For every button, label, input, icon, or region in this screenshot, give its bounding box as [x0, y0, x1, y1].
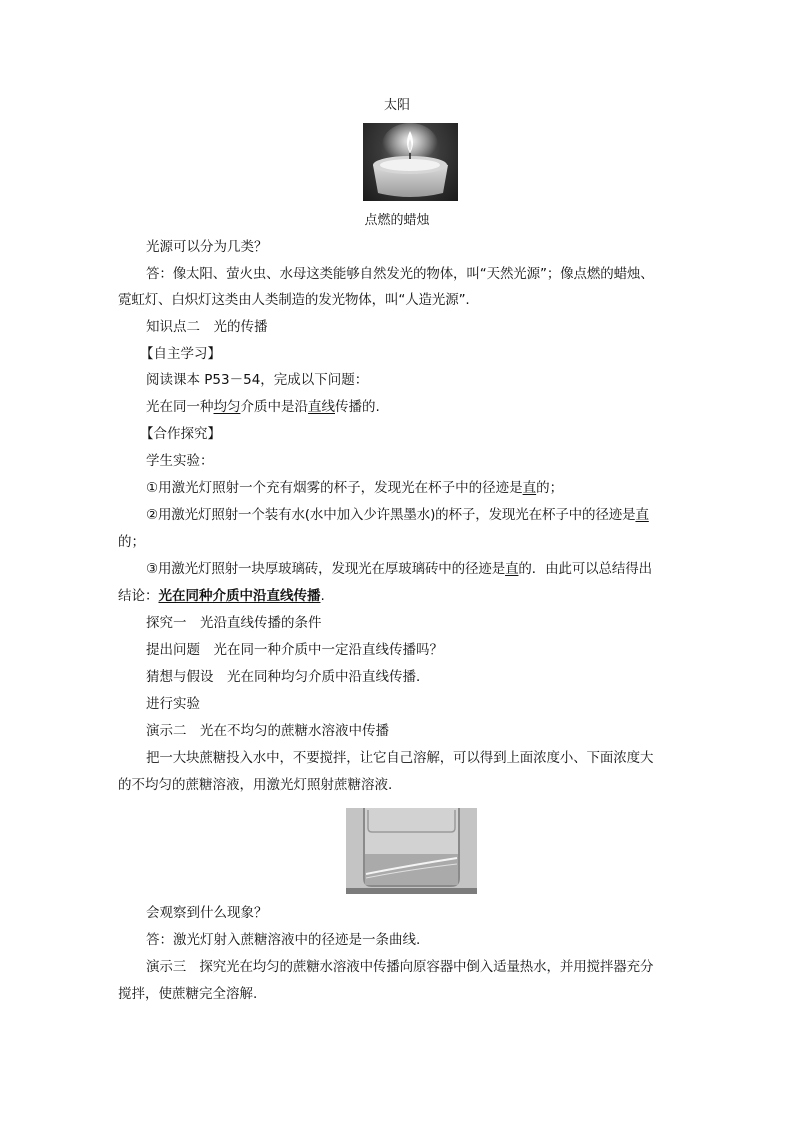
- demo-2-text-1: 把一大块蔗糖投入水中，不要搅拌，让它自己溶解，可以得到上面浓度小、下面浓度大: [146, 750, 654, 766]
- conclusion-label: 结论：: [118, 588, 159, 604]
- fill-in-statement: [146, 397, 678, 417]
- demo-2-title: 演示二 光在不均匀的蔗糖水溶液中传播: [146, 723, 389, 739]
- demo-3-text-1: 演示三 探究光在均匀的蔗糖水溶液中传播向原容器中倒入适量热水，并用搅拌器充分: [146, 959, 654, 975]
- sugar-solution-photo: [346, 808, 477, 894]
- candle-illustration: [363, 123, 458, 201]
- experiment-2: [146, 505, 678, 525]
- experiment-2-continued: 的；: [118, 534, 145, 550]
- fill-text-a: 光在同一种: [146, 399, 214, 415]
- experiment-1-tail: 的；: [536, 480, 564, 496]
- experiment-2-answer: 直: [635, 507, 649, 523]
- conduct-experiment: 进行实验: [146, 696, 200, 712]
- section-cooperative-inquiry: 【合作探究】: [140, 426, 221, 442]
- demo-3-text-2: 搅拌，使蔗糖完全溶解.: [118, 986, 258, 1002]
- conclusion-period: .: [320, 588, 325, 604]
- experiment-3: [146, 559, 678, 579]
- fill-answer-uniform: 均匀: [213, 399, 241, 415]
- hypothesis: 猜想与假设 光在同种均匀介质中沿直线传播．: [146, 669, 430, 685]
- section-self-study: 【自主学习】: [140, 346, 221, 362]
- tank-illustration: [346, 808, 477, 894]
- experiment-1: [146, 478, 678, 498]
- experiment-3-text: ③用激光灯照射一块厚玻璃砖，发现光在厚玻璃砖中的径迹是: [146, 561, 506, 577]
- inquiry-1-title: 探究一 光沿直线传播的条件: [146, 615, 322, 631]
- experiment-2-text: ②用激光灯照射一个装有水(水中加入少许黑墨水)的杯子，发现光在杯子中的径迹是: [146, 507, 636, 523]
- fill-text-e: 传播的.: [335, 399, 380, 415]
- answer-curve: 答：激光灯射入蔗糖溶液中的径迹是一条曲线.: [146, 932, 421, 948]
- demo-2-text-2: 的不均匀的蔗糖溶液，用激光灯照射蔗糖溶液.: [118, 777, 393, 793]
- reading-instruction: 阅读课本 P53－54，完成以下问题：: [146, 372, 369, 388]
- conclusion: [118, 586, 678, 606]
- experiment-1-text: ①用激光灯照射一个充有烟雾的杯子，发现光在杯子中的径迹是: [146, 480, 523, 496]
- raise-question: 提出问题 光在同一种介质中一定沿直线传播吗？: [146, 642, 443, 658]
- experiment-3-answer: 直: [505, 561, 519, 577]
- candle-photo: [363, 123, 458, 201]
- question-light-sources: 光源可以分为几类？: [146, 239, 268, 255]
- fill-answer-straight-line: 直线: [308, 399, 335, 415]
- experiment-1-answer: 直: [522, 480, 537, 496]
- answer-light-sources-1: 答：像太阳、萤火虫、水母这类能够自然发光的物体，叫“天然光源”；像点燃的蜡烛、: [146, 266, 654, 282]
- experiment-3-tail: 的．由此可以总结得出: [518, 561, 652, 577]
- fill-text-c: 介质中是沿: [240, 399, 308, 415]
- knowledge-point-2: 知识点二 光的传播: [146, 319, 268, 335]
- caption-candle: 点燃的蜡烛: [364, 213, 430, 228]
- conclusion-answer: 光在同种介质中沿直线传播: [158, 588, 321, 604]
- student-experiment-heading: 学生实验：: [146, 453, 214, 469]
- answer-light-sources-2: 霓虹灯、白炽灯这类由人类制造的发光物体，叫“人造光源”.: [118, 292, 470, 308]
- caption-sun: 太阳: [383, 98, 410, 113]
- observe-question: 会观察到什么现象？: [146, 905, 268, 921]
